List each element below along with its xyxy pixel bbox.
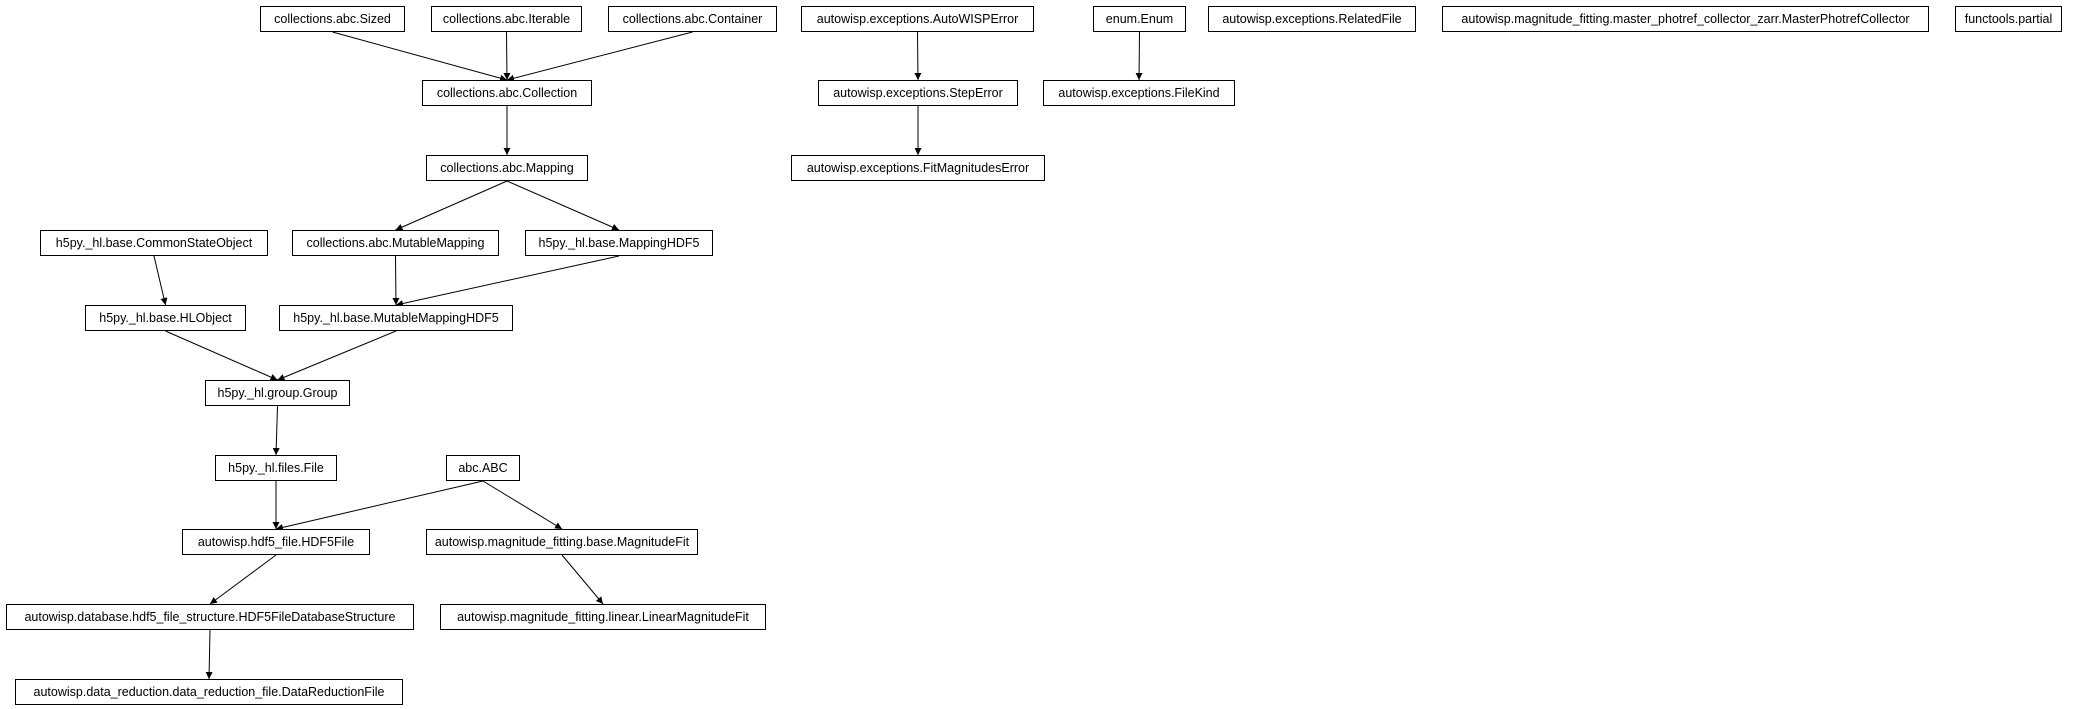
class-node-hlobject: h5py._hl.base.HLObject	[85, 305, 246, 331]
edge-container-to-collection	[507, 32, 693, 80]
class-node-mapping: collections.abc.Mapping	[426, 155, 588, 181]
edge-mappinghdf5-to-mutablemappinghdf5	[396, 256, 619, 305]
class-node-mappinghdf5: h5py._hl.base.MappingHDF5	[525, 230, 713, 256]
edge-mapping-to-mappinghdf5	[507, 181, 619, 230]
class-node-hdf5dbstruct: autowisp.database.hdf5_file_structure.HDF5FileDatabaseStructure	[6, 604, 414, 630]
class-node-mutablemappinghdf5: h5py._hl.base.MutableMappingHDF5	[279, 305, 513, 331]
class-node-file: h5py._hl.files.File	[215, 455, 337, 481]
class-node-relatedfile: autowisp.exceptions.RelatedFile	[1208, 6, 1416, 32]
edge-group-to-file	[276, 406, 278, 455]
class-node-group: h5py._hl.group.Group	[205, 380, 350, 406]
edge-commonstate-to-hlobject	[154, 256, 166, 305]
class-node-iterable: collections.abc.Iterable	[431, 6, 582, 32]
class-node-linearmagfit: autowisp.magnitude_fitting.linear.LinearMagnitudeFit	[440, 604, 766, 630]
edge-sized-to-collection	[333, 32, 508, 80]
edge-enum-to-filekind	[1139, 32, 1140, 80]
class-node-drfile: autowisp.data_reduction.data_reduction_file.DataReductionFile	[15, 679, 403, 705]
class-node-collection: collections.abc.Collection	[422, 80, 592, 106]
class-node-enum: enum.Enum	[1093, 6, 1186, 32]
edge-mapping-to-mutablemapping	[396, 181, 508, 230]
class-node-fitmagerror: autowisp.exceptions.FitMagnitudesError	[791, 155, 1045, 181]
edge-hdf5dbstruct-to-drfile	[209, 630, 210, 679]
class-node-magfit: autowisp.magnitude_fitting.base.MagnitudeFit	[426, 529, 698, 555]
class-node-abc: abc.ABC	[446, 455, 520, 481]
class-node-mutablemapping: collections.abc.MutableMapping	[292, 230, 499, 256]
class-node-steperror: autowisp.exceptions.StepError	[818, 80, 1018, 106]
class-node-sized: collections.abc.Sized	[260, 6, 405, 32]
edge-iterable-to-collection	[507, 32, 508, 80]
edge-magfit-to-linearmagfit	[562, 555, 603, 604]
class-node-filekind: autowisp.exceptions.FileKind	[1043, 80, 1235, 106]
edge-abc-to-hdf5file	[276, 481, 483, 529]
class-node-partial: functools.partial	[1955, 6, 2062, 32]
class-node-commonstate: h5py._hl.base.CommonStateObject	[40, 230, 268, 256]
class-node-hdf5file: autowisp.hdf5_file.HDF5File	[182, 529, 370, 555]
edge-abc-to-magfit	[483, 481, 562, 529]
edge-autowisperror-to-steperror	[918, 32, 919, 80]
edge-mutablemappinghdf5-to-group	[278, 331, 397, 380]
class-node-container: collections.abc.Container	[608, 6, 777, 32]
edge-hdf5file-to-hdf5dbstruct	[210, 555, 276, 604]
edge-mutablemapping-to-mutablemappinghdf5	[396, 256, 397, 305]
class-node-masterphotref: autowisp.magnitude_fitting.master_photref_collector_zarr.MasterPhotrefCollector	[1442, 6, 1929, 32]
edge-hlobject-to-group	[166, 331, 278, 380]
class-node-autowisperror: autowisp.exceptions.AutoWISPError	[801, 6, 1034, 32]
